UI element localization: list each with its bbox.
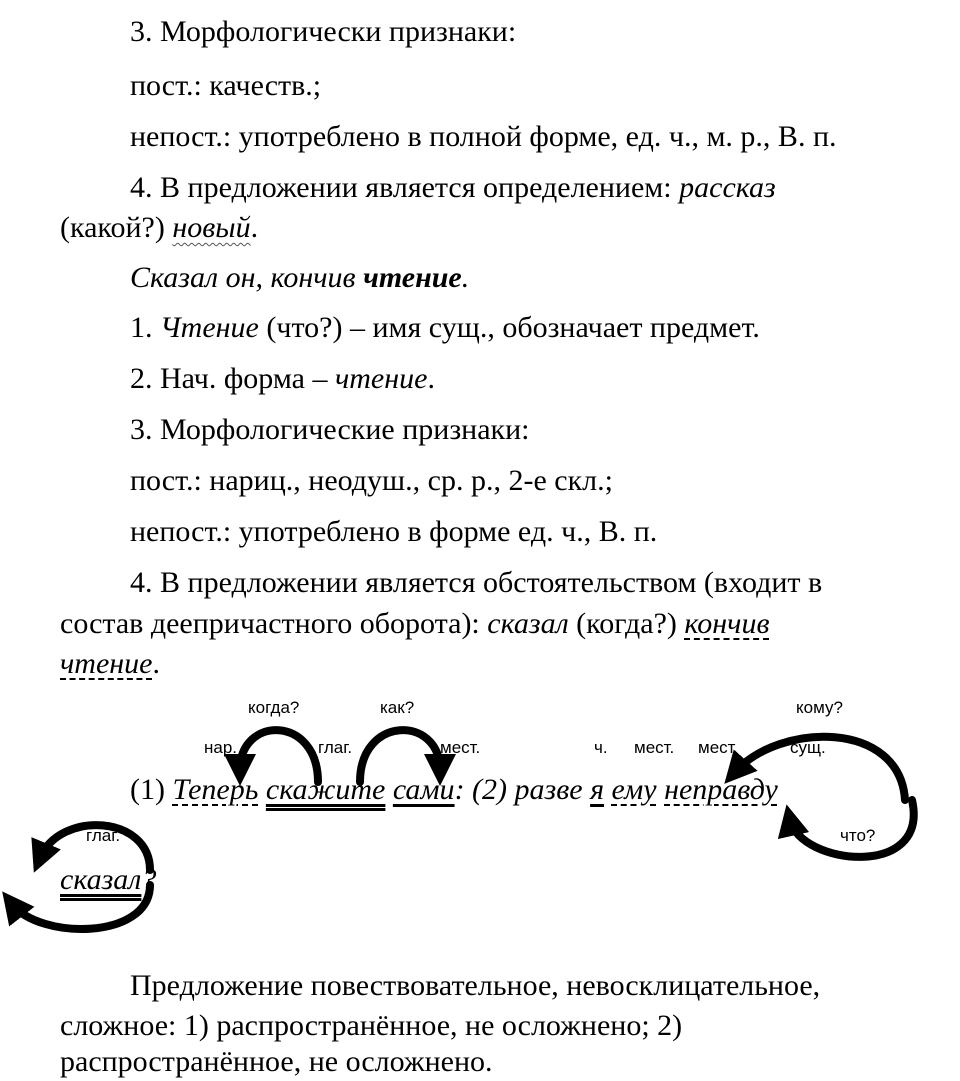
nepost-features-2: непост.: употреблено в форме ед. ч., В. п. <box>130 515 658 548</box>
label-kogda: когда? <box>248 698 300 717</box>
sentence-bold-word: чтение <box>363 261 462 294</box>
summary-line-2: сложное: 1) распространённое, не осложнено; 2) <box>60 1009 683 1042</box>
morph-heading-1: 3. Морфологически признаки: <box>130 15 517 48</box>
clause-2-number: : (2) <box>454 773 515 806</box>
role-question: (какой?) <box>60 211 173 244</box>
syntax-role-1-cont <box>60 210 258 246</box>
label-kak: как? <box>380 698 415 717</box>
role-word: рассказ <box>679 171 776 204</box>
role2-end: . <box>152 647 160 680</box>
item-2-end: . <box>427 362 435 395</box>
role-target: новый <box>172 211 251 244</box>
role2-target-2: чтение <box>60 647 153 680</box>
morph-heading-2: 3. Морфологические признаки: <box>130 413 530 446</box>
word-sami: сами <box>392 773 455 806</box>
word-teper: Теперь <box>172 773 259 806</box>
clause-1-number: (1) <box>130 773 173 806</box>
label-komu: кому? <box>796 698 843 717</box>
nepost-features-1: непост.: употреблено в полной форме, ед. ч., м. р., В. п. <box>130 120 837 153</box>
syntax-role-2-cont <box>60 606 770 642</box>
label-mest-3: мест <box>698 738 736 757</box>
role-prefix: 4. В предложении является определением: <box>130 171 680 204</box>
syntax-role-2: 4. В предложении является обстоятельством (входит в <box>130 566 823 599</box>
word-skazal: сказал <box>60 863 142 896</box>
role2-prefix: состав деепричастного оборота): <box>60 607 488 640</box>
label-glag-2: глаг. <box>86 826 121 845</box>
item-1-word: Чтение <box>160 311 259 344</box>
syntax-role-1 <box>130 170 776 206</box>
label-chto: что? <box>840 826 876 845</box>
parsed-sentence <box>130 772 778 808</box>
question-mark: ? <box>141 863 157 896</box>
parsed-sentence-cont <box>60 862 156 898</box>
post-features-2: пост.: нариц., неодуш., ср. р., 2-е скл.; <box>130 464 613 497</box>
item-2 <box>130 361 435 397</box>
word-skazhite: скажите <box>265 773 386 806</box>
role-end: . <box>250 211 259 244</box>
summary-line-1: Предложение повествовательное, невосклицательное, <box>130 969 821 1002</box>
item-1-text: (что?) – имя сущ., обозначает предмет. <box>258 311 760 344</box>
label-glag: глаг. <box>318 738 353 757</box>
label-mest-2: мест. <box>634 738 675 757</box>
label-mest: мест. <box>440 738 481 757</box>
sentence-end: . <box>461 261 470 294</box>
word-razve: разве <box>514 773 583 806</box>
item-1: 1. Чтение (что?) – имя сущ., обозначает предмет. <box>130 311 760 344</box>
label-ch: ч. <box>594 738 608 757</box>
item-2-word: чтение <box>334 362 428 395</box>
post-features-1: пост.: качеств.; <box>130 69 322 102</box>
sentence-text: Сказал он, кончив <box>130 261 364 294</box>
example-sentence <box>130 260 469 296</box>
label-nar: нар. <box>204 738 238 757</box>
word-ya: я <box>590 773 605 806</box>
syntax-role-2-cont2 <box>60 646 160 682</box>
item-2-prefix: 2. Нач. форма – <box>130 362 335 395</box>
role2-word: сказал <box>487 607 569 640</box>
label-sushch: сущ. <box>790 738 826 757</box>
role2-question: (когда?) <box>568 607 685 640</box>
word-nepravdu: неправду <box>664 773 778 806</box>
summary-line-3: распространённое, не осложнено. <box>60 1045 493 1078</box>
word-emu: ему <box>611 773 657 806</box>
role2-target: кончив <box>684 607 770 640</box>
